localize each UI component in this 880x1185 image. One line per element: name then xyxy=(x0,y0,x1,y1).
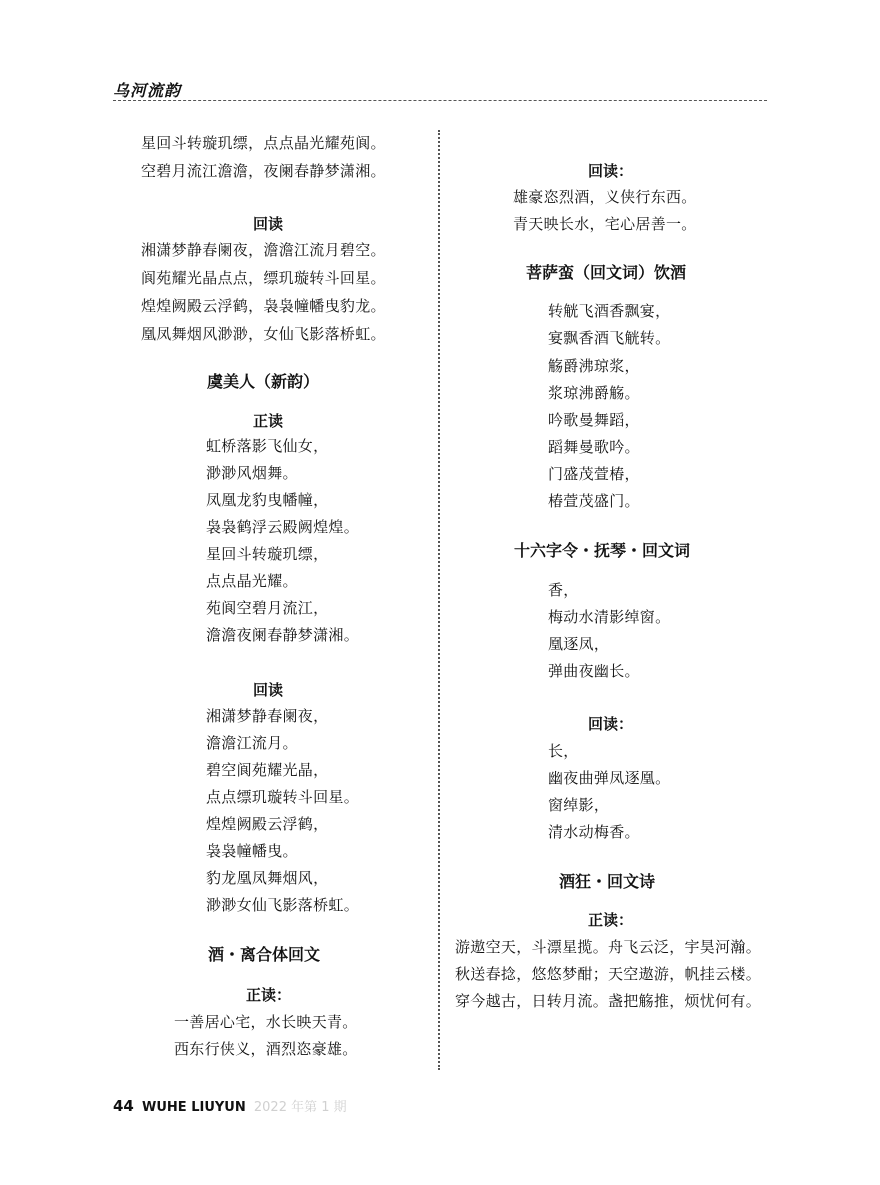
poem-line: 转觥飞酒香飘宴， xyxy=(548,302,671,320)
poem-line: 幽夜曲弹凤逐凰。 xyxy=(548,769,671,787)
poem-line: 虹桥落影飞仙女， xyxy=(206,437,329,455)
section-subheading-huidu: 回读 xyxy=(253,681,284,699)
section-subheading-huidu: 回读 xyxy=(253,215,284,233)
issue-label: 2022 年第 1 期 xyxy=(253,1100,347,1115)
page-footer xyxy=(113,1096,347,1115)
poem-line: 点点晶光耀。 xyxy=(206,572,298,590)
poem-line: 凰逐凤， xyxy=(548,635,610,653)
poem-line: 门盛茂萱椿， xyxy=(548,465,640,483)
poem-line: 一善居心宅，水长映天青。 xyxy=(174,1013,358,1031)
poem-line: 渺渺女仙飞影落桥虹。 xyxy=(206,896,360,914)
poem-line: 长， xyxy=(548,742,579,760)
poem-line: 弹曲夜幽长。 xyxy=(548,662,640,680)
poem-line: 袅袅鹤浮云殿阙煌煌。 xyxy=(206,518,360,536)
poem-line: 凤凰龙豹曳幡幢， xyxy=(206,491,329,509)
poem-line: 星回斗转璇玑缥， xyxy=(206,545,329,563)
poem-line: 游遨空天，斗漂星揽。舟飞云泛，宇昊河瀚。 xyxy=(455,938,762,956)
column-divider xyxy=(438,130,440,1070)
poem-line: 蹈舞曼歌吟。 xyxy=(548,438,640,456)
poem-line: 袅袅幢幡曳。 xyxy=(206,842,298,860)
poem-title-shiliuziling: 十六字令・抚琴・回文词 xyxy=(514,541,691,560)
poem-line: 吟歌曼舞蹈， xyxy=(548,411,640,429)
poem-line: 凰凤舞烟风渺渺，女仙飞影落桥虹。 xyxy=(141,325,386,343)
poem-title-jiu: 酒・离合体回文 xyxy=(208,945,321,964)
poem-line: 湘潇梦静春阑夜， xyxy=(206,707,329,725)
poem-line: 苑阆空碧月流江， xyxy=(206,599,329,617)
header-divider xyxy=(113,100,767,101)
poem-line: 澹澹夜阑春静梦潇湘。 xyxy=(206,626,360,644)
poem-line: 秋送春捻，悠悠梦酣；天空遨游，帆挂云楼。 xyxy=(455,965,762,983)
poem-line: 窗绰影， xyxy=(548,796,610,814)
poem-line: 煌煌阙殿云浮鹤， xyxy=(206,815,329,833)
poem-line: 澹澹江流月。 xyxy=(206,734,298,752)
poem-line: 觞爵沸琼浆， xyxy=(548,357,640,375)
poem-line: 椿萱茂盛门。 xyxy=(548,492,640,510)
poem-line: 宴飘香酒飞觥转。 xyxy=(548,329,671,347)
poem-line: 雄豪恣烈酒，义侠行东西。 xyxy=(513,188,697,206)
poem-line: 浆琼沸爵觞。 xyxy=(548,384,640,402)
poem-line: 清水动梅香。 xyxy=(548,823,640,841)
section-subheading-huidu: 回读： xyxy=(588,715,634,733)
poem-line: 西东行侠义，酒烈恣豪雄。 xyxy=(174,1040,358,1058)
poem-line: 点点缥玑璇转斗回星。 xyxy=(206,788,360,806)
poem-line: 煌煌阙殿云浮鹤，袅袅幢幡曳豹龙。 xyxy=(141,297,386,315)
section-subheading-huidu: 回读： xyxy=(588,162,634,180)
poem-line: 豹龙凰凤舞烟风， xyxy=(206,869,329,887)
poem-line: 湘潇梦静春阑夜，澹澹江流月碧空。 xyxy=(141,241,386,259)
section-subheading-zhengdu: 正读： xyxy=(246,986,292,1004)
poem-title-jiukuang: 酒狂・回文诗 xyxy=(559,872,656,891)
poem-line: 星回斗转璇玑缥，点点晶光耀苑阆。 xyxy=(141,134,386,152)
poem-line: 香， xyxy=(548,581,579,599)
poem-line: 渺渺风烟舞。 xyxy=(206,464,298,482)
poem-title-pusaman: 菩萨蛮（回文词）饮酒 xyxy=(526,263,687,282)
running-header-title: 乌河流韵 xyxy=(113,81,182,100)
magazine-name: WUHE LIUYUN xyxy=(142,1100,246,1115)
poem-line: 穿今越古，日转月流。盏把觞推，烦忧何有。 xyxy=(455,992,762,1010)
poem-line: 碧空阆苑耀光晶， xyxy=(206,761,329,779)
poem-title-yumeiren: 虞美人（新韵） xyxy=(207,372,320,391)
section-subheading-zhengdu: 正读： xyxy=(588,911,634,929)
section-subheading-zhengdu: 正读 xyxy=(253,412,284,430)
page-number: 44 xyxy=(113,1097,134,1115)
poem-line: 梅动水清影绰窗。 xyxy=(548,608,671,626)
poem-line: 阆苑耀光晶点点，缥玑璇转斗回星。 xyxy=(141,269,386,287)
poem-line: 青天映长水，宅心居善一。 xyxy=(513,215,697,233)
poem-line: 空碧月流江澹澹，夜阑春静梦潇湘。 xyxy=(141,162,386,180)
